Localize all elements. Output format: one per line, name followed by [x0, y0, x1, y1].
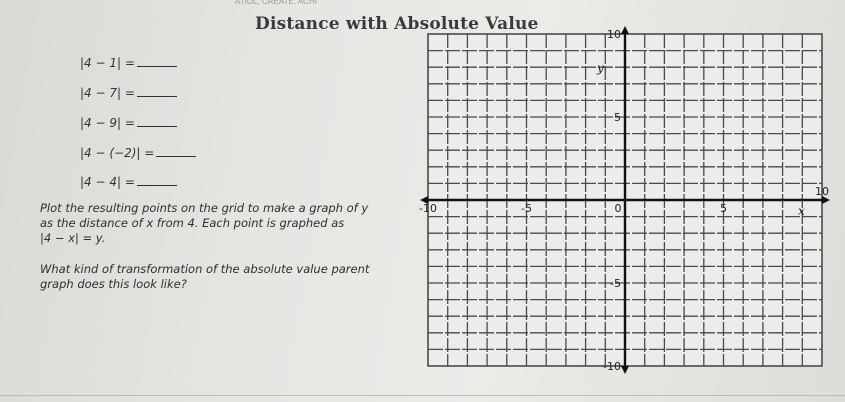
y-tick-label: 10	[607, 28, 621, 41]
y-variable-label: y	[597, 61, 604, 75]
y-axis-arrow-down	[621, 366, 629, 374]
page-edge-line	[0, 395, 845, 396]
expression-text: |4 − 9| =	[80, 116, 135, 130]
x-tick-label: 10	[815, 185, 829, 198]
question-line-2: graph does this look like?	[40, 277, 187, 291]
y-axis-arrow-up	[621, 26, 629, 34]
expression-text: |4 − 7| =	[80, 86, 135, 100]
expression-text: |4 − 1| =	[80, 56, 135, 70]
question-line-1: What kind of transformation of the absolute value parent	[40, 262, 370, 276]
y-tick-label: -10	[603, 360, 621, 373]
expression-text: |4 − (−2)| =	[80, 146, 155, 160]
expression-text: |4 − 4| =	[80, 175, 135, 189]
faded-header-text: ATIOL, CREATE, ACHI	[235, 0, 317, 6]
y-tick-label: -5	[610, 277, 621, 290]
y-tick-label: 5	[614, 111, 621, 124]
x-variable-label: x	[798, 204, 805, 218]
instruction-line-3: |4 − x| = y.	[40, 231, 106, 245]
x-tick-label: 0	[614, 202, 622, 215]
instruction-line-2: as the distance of x from 4. Each point is graphed as	[40, 216, 345, 230]
x-tick-label: -5	[521, 202, 532, 215]
worksheet-title: Distance with Absolute Value	[255, 14, 539, 34]
x-tick-label: 5	[720, 202, 727, 215]
x-tick-label: -10	[419, 202, 437, 215]
instruction-line-1: Plot the resulting points on the grid to make a graph of y	[40, 201, 369, 215]
